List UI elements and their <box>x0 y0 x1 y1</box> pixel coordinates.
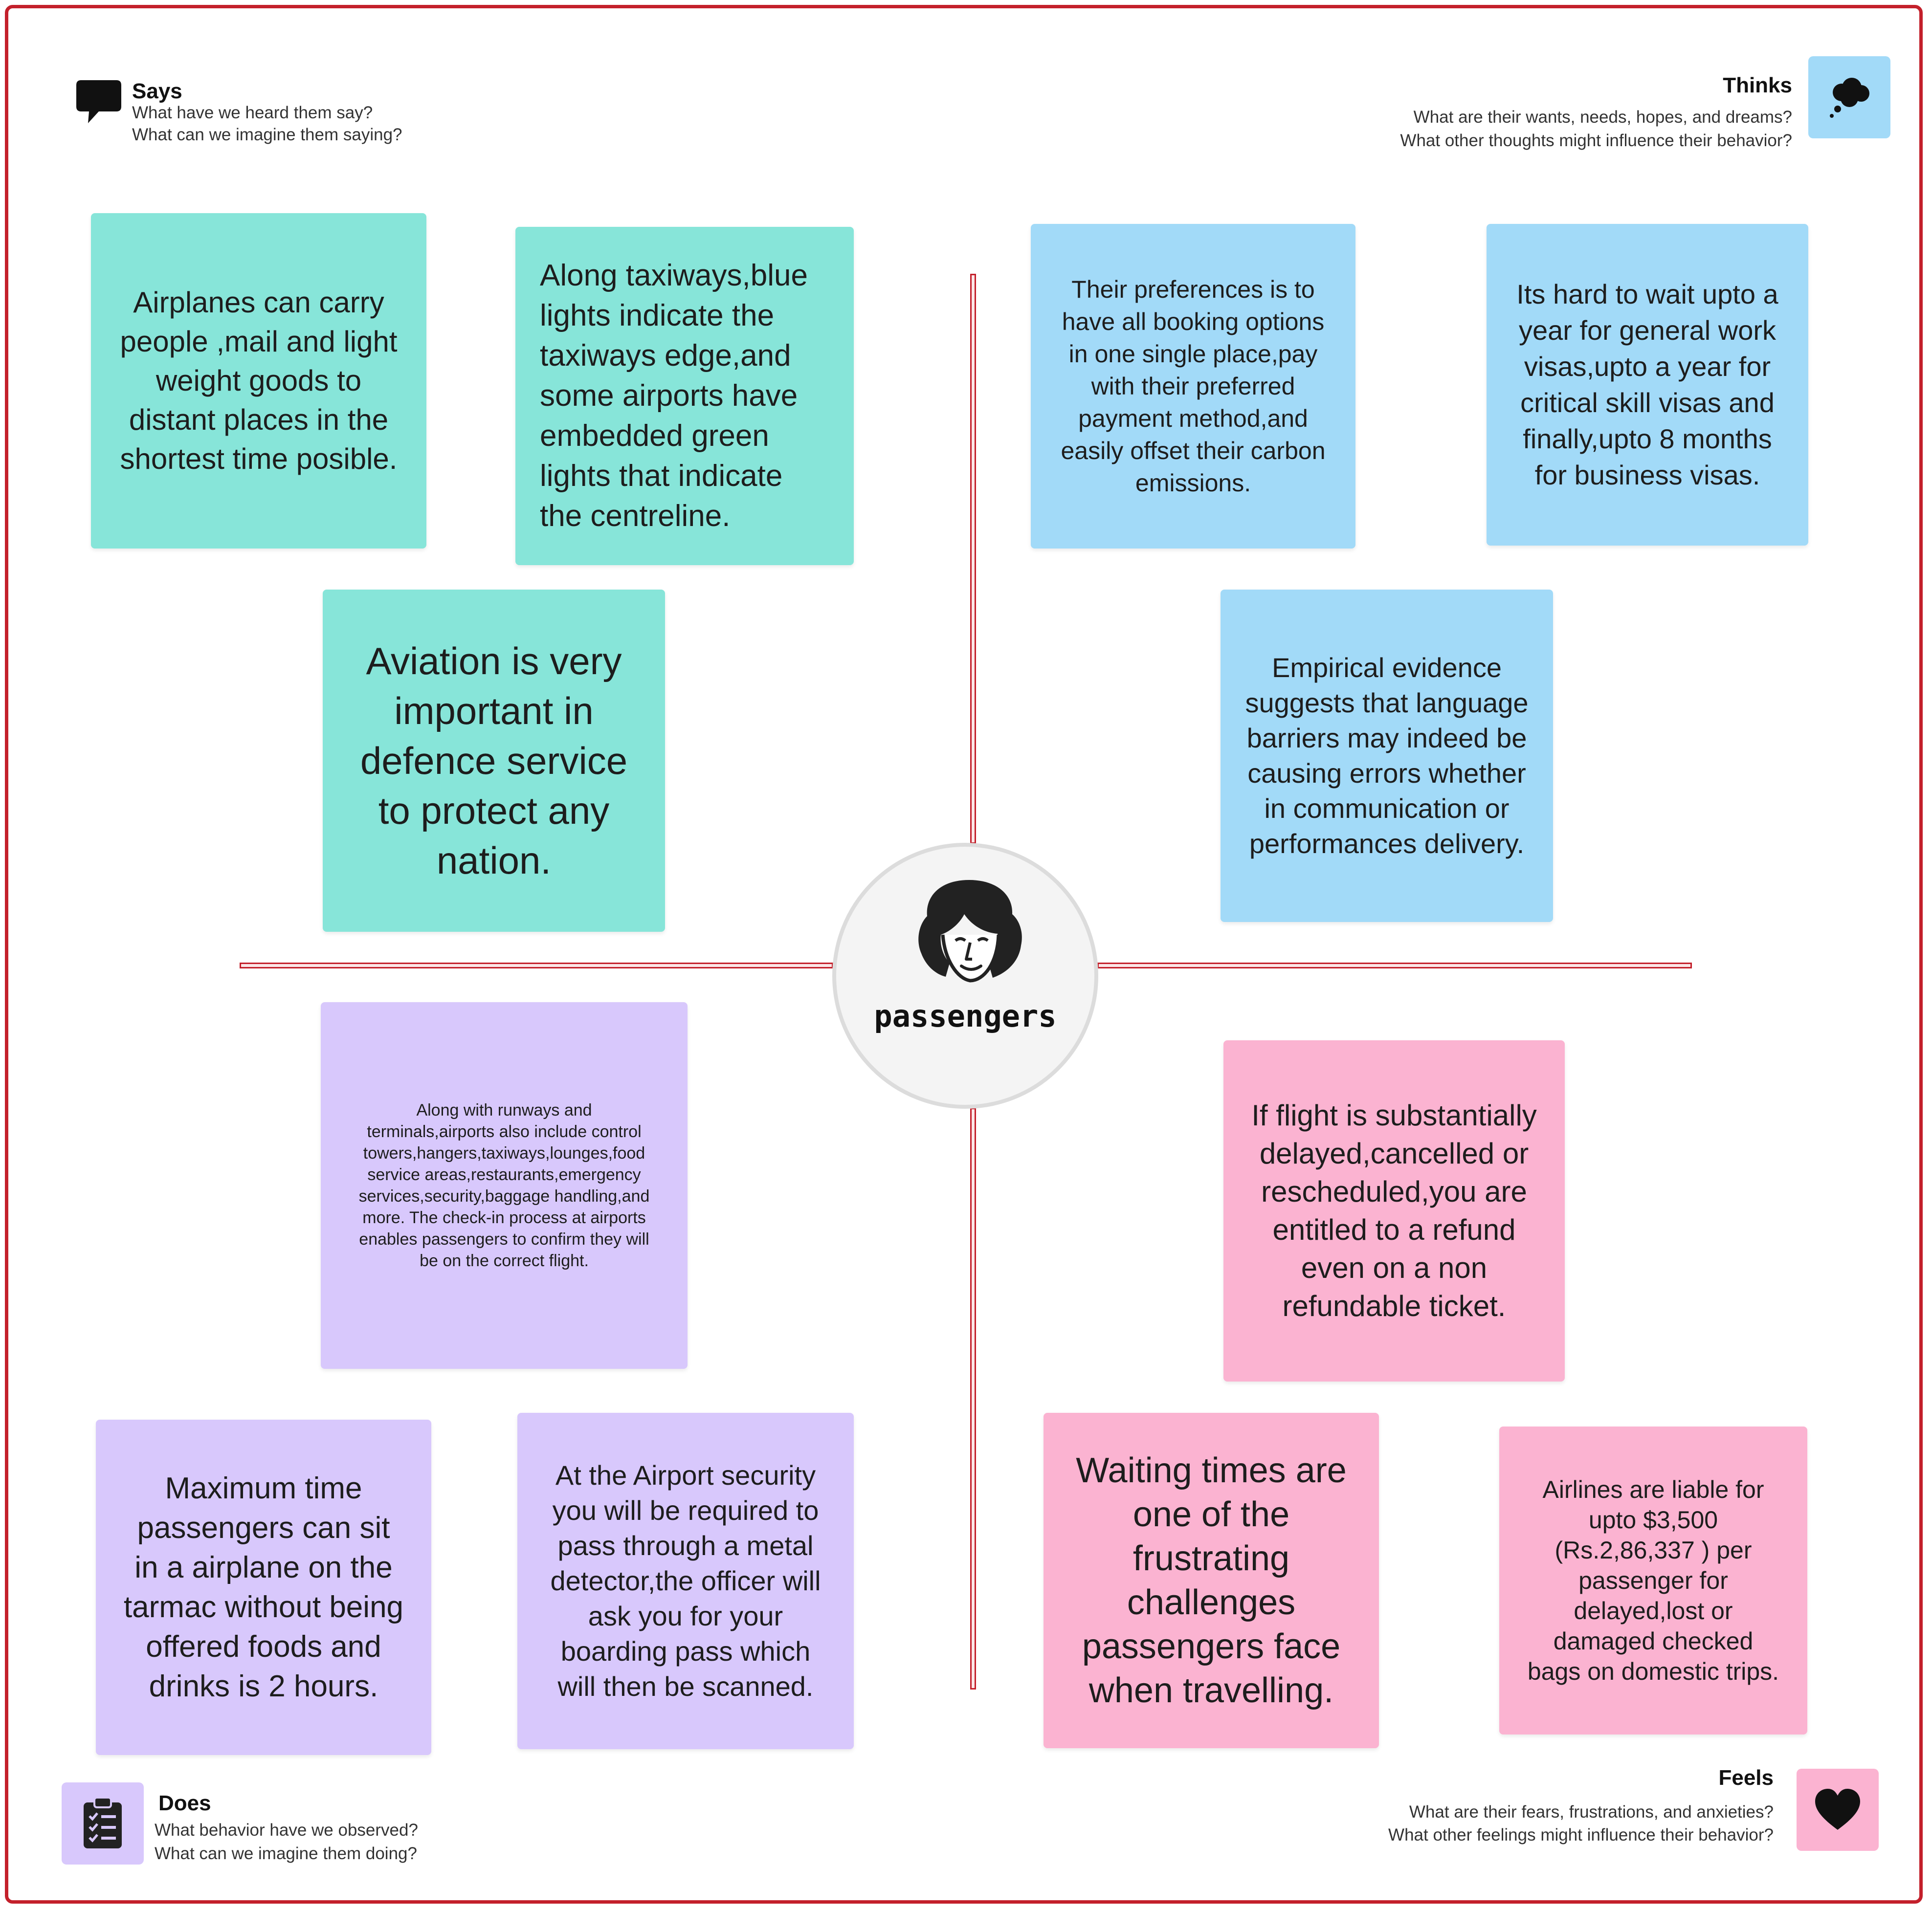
horizontal-axis-left <box>240 963 833 968</box>
says-note-2-text: Along taxiways,blue lights indicate the taxiways edge,and some airports have embedded green lights that indicate the centreline. <box>540 259 808 533</box>
feels-note-2[interactable] <box>1044 1413 1379 1748</box>
heart-icon <box>1813 1788 1862 1832</box>
clipboard-checklist-icon <box>81 1797 125 1850</box>
feels-subtitle-1: What are their fears, frustrations, and anxieties? <box>1409 1802 1774 1822</box>
says-note-3[interactable] <box>323 590 665 932</box>
persona-name: passengers <box>874 998 1057 1034</box>
feels-note-3-text: Airlines are liable for upto $3,500 (Rs.2,86,337 ) per passenger for delayed,lost or damaged checked bags on domestic trips. <box>1527 1476 1779 1685</box>
thinks-note-3-text: Empirical evidence suggests that language barriers may indeed be causing errors whether in communication or performances delivery. <box>1245 652 1529 859</box>
feels-note-3[interactable] <box>1499 1427 1807 1734</box>
feels-note-2-text: Waiting times are one of the frustrating challenges passengers face when travelling. <box>1076 1451 1347 1710</box>
says-note-1-text: Airplanes can carry people ,mail and light weight goods to distant places in the shortest time posible. <box>120 286 398 475</box>
says-note-1[interactable] <box>91 213 426 549</box>
feels-title: Feels <box>1718 1766 1774 1790</box>
does-subtitle-1: What behavior have we observed? <box>155 1821 418 1840</box>
persona-circle[interactable] <box>832 843 1098 1109</box>
says-note-3-text: Aviation is very important in defence service to protect any nation. <box>360 639 628 882</box>
thinks-title: Thinks <box>1723 73 1792 97</box>
does-note-2-text: Maximum time passengers can sit in a airplane on the tarmac without being offered foods and drinks is 2 hours. <box>123 1471 404 1703</box>
does-note-1-text: Along with runways and terminals,airports also include control towers,hangers,taxiways,lounges,food service areas,restaurants,emergency services,security,baggage handling,and more. The check-in process at airports enables passengers to confirm they will be on the correct flight. <box>358 1101 650 1270</box>
feels-note-1[interactable] <box>1223 1040 1565 1382</box>
says-icon <box>74 77 123 126</box>
does-subtitle-2: What can we imagine them doing? <box>155 1844 417 1863</box>
thinks-note-3[interactable] <box>1221 590 1553 922</box>
thinks-note-2-text: Its hard to wait upto a year for general work visas,upto a year for critical skill visas and finally,upto 8 months for business visas. <box>1516 279 1778 490</box>
feels-icon-tile <box>1797 1769 1879 1851</box>
feels-note-1-text: If flight is substantially delayed,cancelled or rescheduled,you are entitled to a refund even on a non refundable ticket. <box>1251 1099 1537 1322</box>
vertical-axis-bottom <box>970 1108 976 1690</box>
says-subtitle-2: What can we imagine them saying? <box>132 125 402 144</box>
says-title: Says <box>132 79 182 103</box>
does-note-3-text: At the Airport security you will be required to pass through a metal detector,the officer will ask you for your boarding pass which will then be scanned. <box>550 1460 821 1702</box>
horizontal-axis-right <box>1097 963 1692 968</box>
does-icon-tile <box>62 1782 144 1865</box>
says-note-2[interactable] <box>515 227 854 565</box>
does-note-2[interactable] <box>96 1420 431 1755</box>
says-subtitle-1: What have we heard them say? <box>132 103 373 122</box>
thinks-note-2[interactable] <box>1487 224 1808 546</box>
thought-cloud-icon <box>1825 73 1874 122</box>
thinks-subtitle-2: What other thoughts might influence their behavior? <box>1400 131 1792 150</box>
does-note-1[interactable] <box>321 1002 688 1369</box>
thinks-subtitle-1: What are their wants, needs, hopes, and dreams? <box>1413 108 1792 127</box>
vertical-axis-top <box>970 274 976 844</box>
does-title: Does <box>158 1791 211 1815</box>
persona-face-icon <box>910 877 1028 989</box>
thinks-icon-tile <box>1808 56 1890 138</box>
feels-subtitle-2: What other feelings might influence their behavior? <box>1388 1825 1774 1844</box>
thinks-note-1[interactable] <box>1031 224 1355 549</box>
does-note-3[interactable] <box>517 1413 854 1749</box>
thinks-note-1-text: Their preferences is to have all booking options in one single place,pay with their preferred payment method,and easily offset their carbon emissions. <box>1061 276 1326 497</box>
